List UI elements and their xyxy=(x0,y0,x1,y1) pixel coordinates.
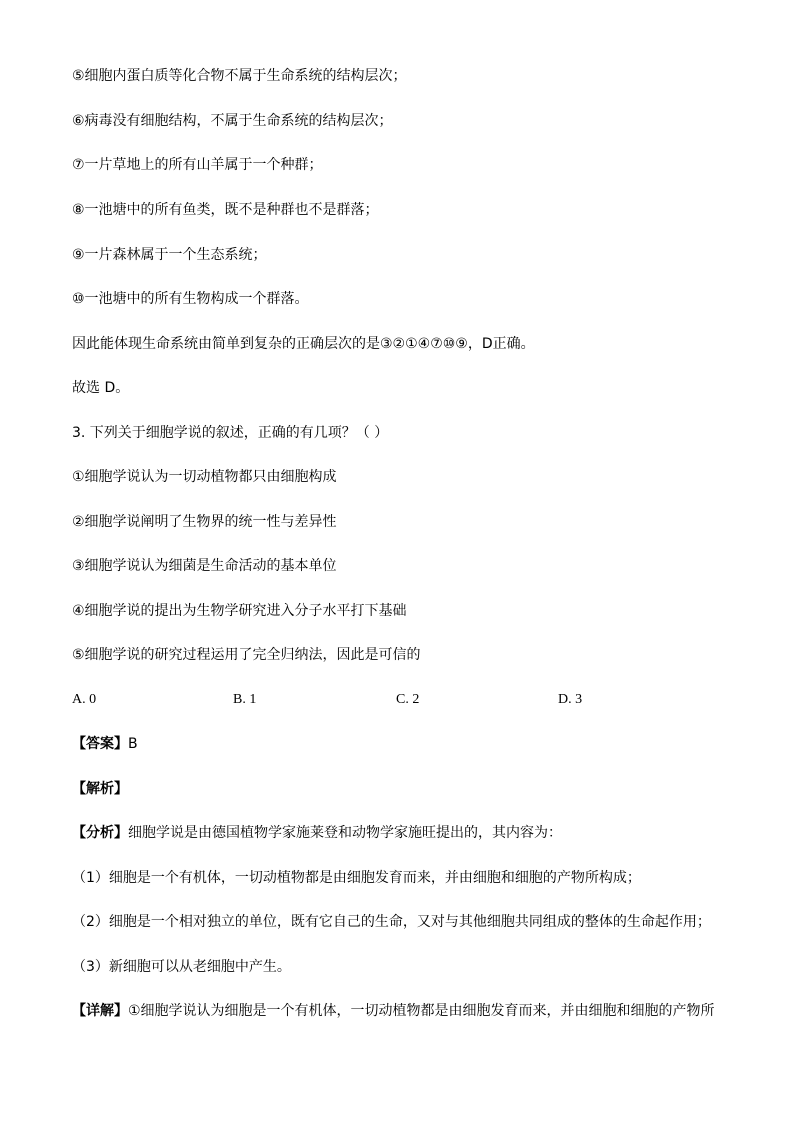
text-line: ⑨一片森林属于一个生态系统； xyxy=(72,247,267,263)
text-line: ⑧一池塘中的所有鱼类，既不是种群也不是群落； xyxy=(72,202,379,218)
question-item: ④细胞学说的提出为生物学研究进入分子水平打下基础 xyxy=(72,603,407,619)
text-line: ⑦一片草地上的所有山羊属于一个种群； xyxy=(72,157,323,173)
conclusion-line: 因此能体现生命系统由简单到复杂的正确层次的是③②①④⑦⑩⑨，D正确。 xyxy=(72,336,535,352)
answer-value: B xyxy=(128,736,138,752)
question-stem: 3. 下列关于细胞学说的叙述，正确的有几项？（ ） xyxy=(72,425,389,441)
fenxi-line xyxy=(72,823,562,843)
question-item: ③细胞学说认为细菌是生命活动的基本单位 xyxy=(72,558,337,574)
analysis-tag: 【解析】 xyxy=(72,781,128,797)
point-line: （3）新细胞可以从老细胞中产生。 xyxy=(72,959,291,975)
detail-tag: 【详解】 xyxy=(72,1003,128,1019)
answer-line xyxy=(72,734,138,754)
text-line: ⑤细胞内蛋白质等化合物不属于生命系统的结构层次； xyxy=(72,68,407,84)
answer-tag: 【答案】 xyxy=(72,736,128,752)
text-line: ⑩一池塘中的所有生物构成一个群落。 xyxy=(72,291,309,307)
text-line: ⑥病毒没有细胞结构，不属于生命系统的结构层次； xyxy=(72,113,393,129)
point-line: （1）细胞是一个有机体，一切动植物都是由细胞发育而来，并由细胞和细胞的产物所构成； xyxy=(72,870,641,886)
fenxi-tag: 【分析】 xyxy=(72,825,128,841)
option-c: C. 2 xyxy=(396,692,420,707)
question-item: ⑤细胞学说的研究过程运用了完全归纳法，因此是可信的 xyxy=(72,647,421,663)
fenxi-text: 细胞学说是由德国植物学家施莱登和动物学家施旺提出的，其内容为： xyxy=(128,825,562,841)
question-item: ②细胞学说阐明了生物界的统一性与差异性 xyxy=(72,514,337,530)
analysis-heading xyxy=(72,779,128,799)
option-d: D. 3 xyxy=(558,692,583,707)
choice-line: 故选 D。 xyxy=(72,380,130,396)
detail-text: ①细胞学说认为细胞是一个有机体，一切动植物都是由细胞发育而来，并由细胞和细胞的产物所 xyxy=(128,1003,715,1019)
question-item: ①细胞学说认为一切动植物都只由细胞构成 xyxy=(72,469,337,485)
option-b: B. 1 xyxy=(233,692,257,707)
option-a: A. 0 xyxy=(72,692,97,707)
detail-line xyxy=(72,1001,715,1021)
point-line: （2）细胞是一个相对独立的单位，既有它自己的生命，又对与其他细胞共同组成的整体的生命起作用； xyxy=(72,914,711,930)
